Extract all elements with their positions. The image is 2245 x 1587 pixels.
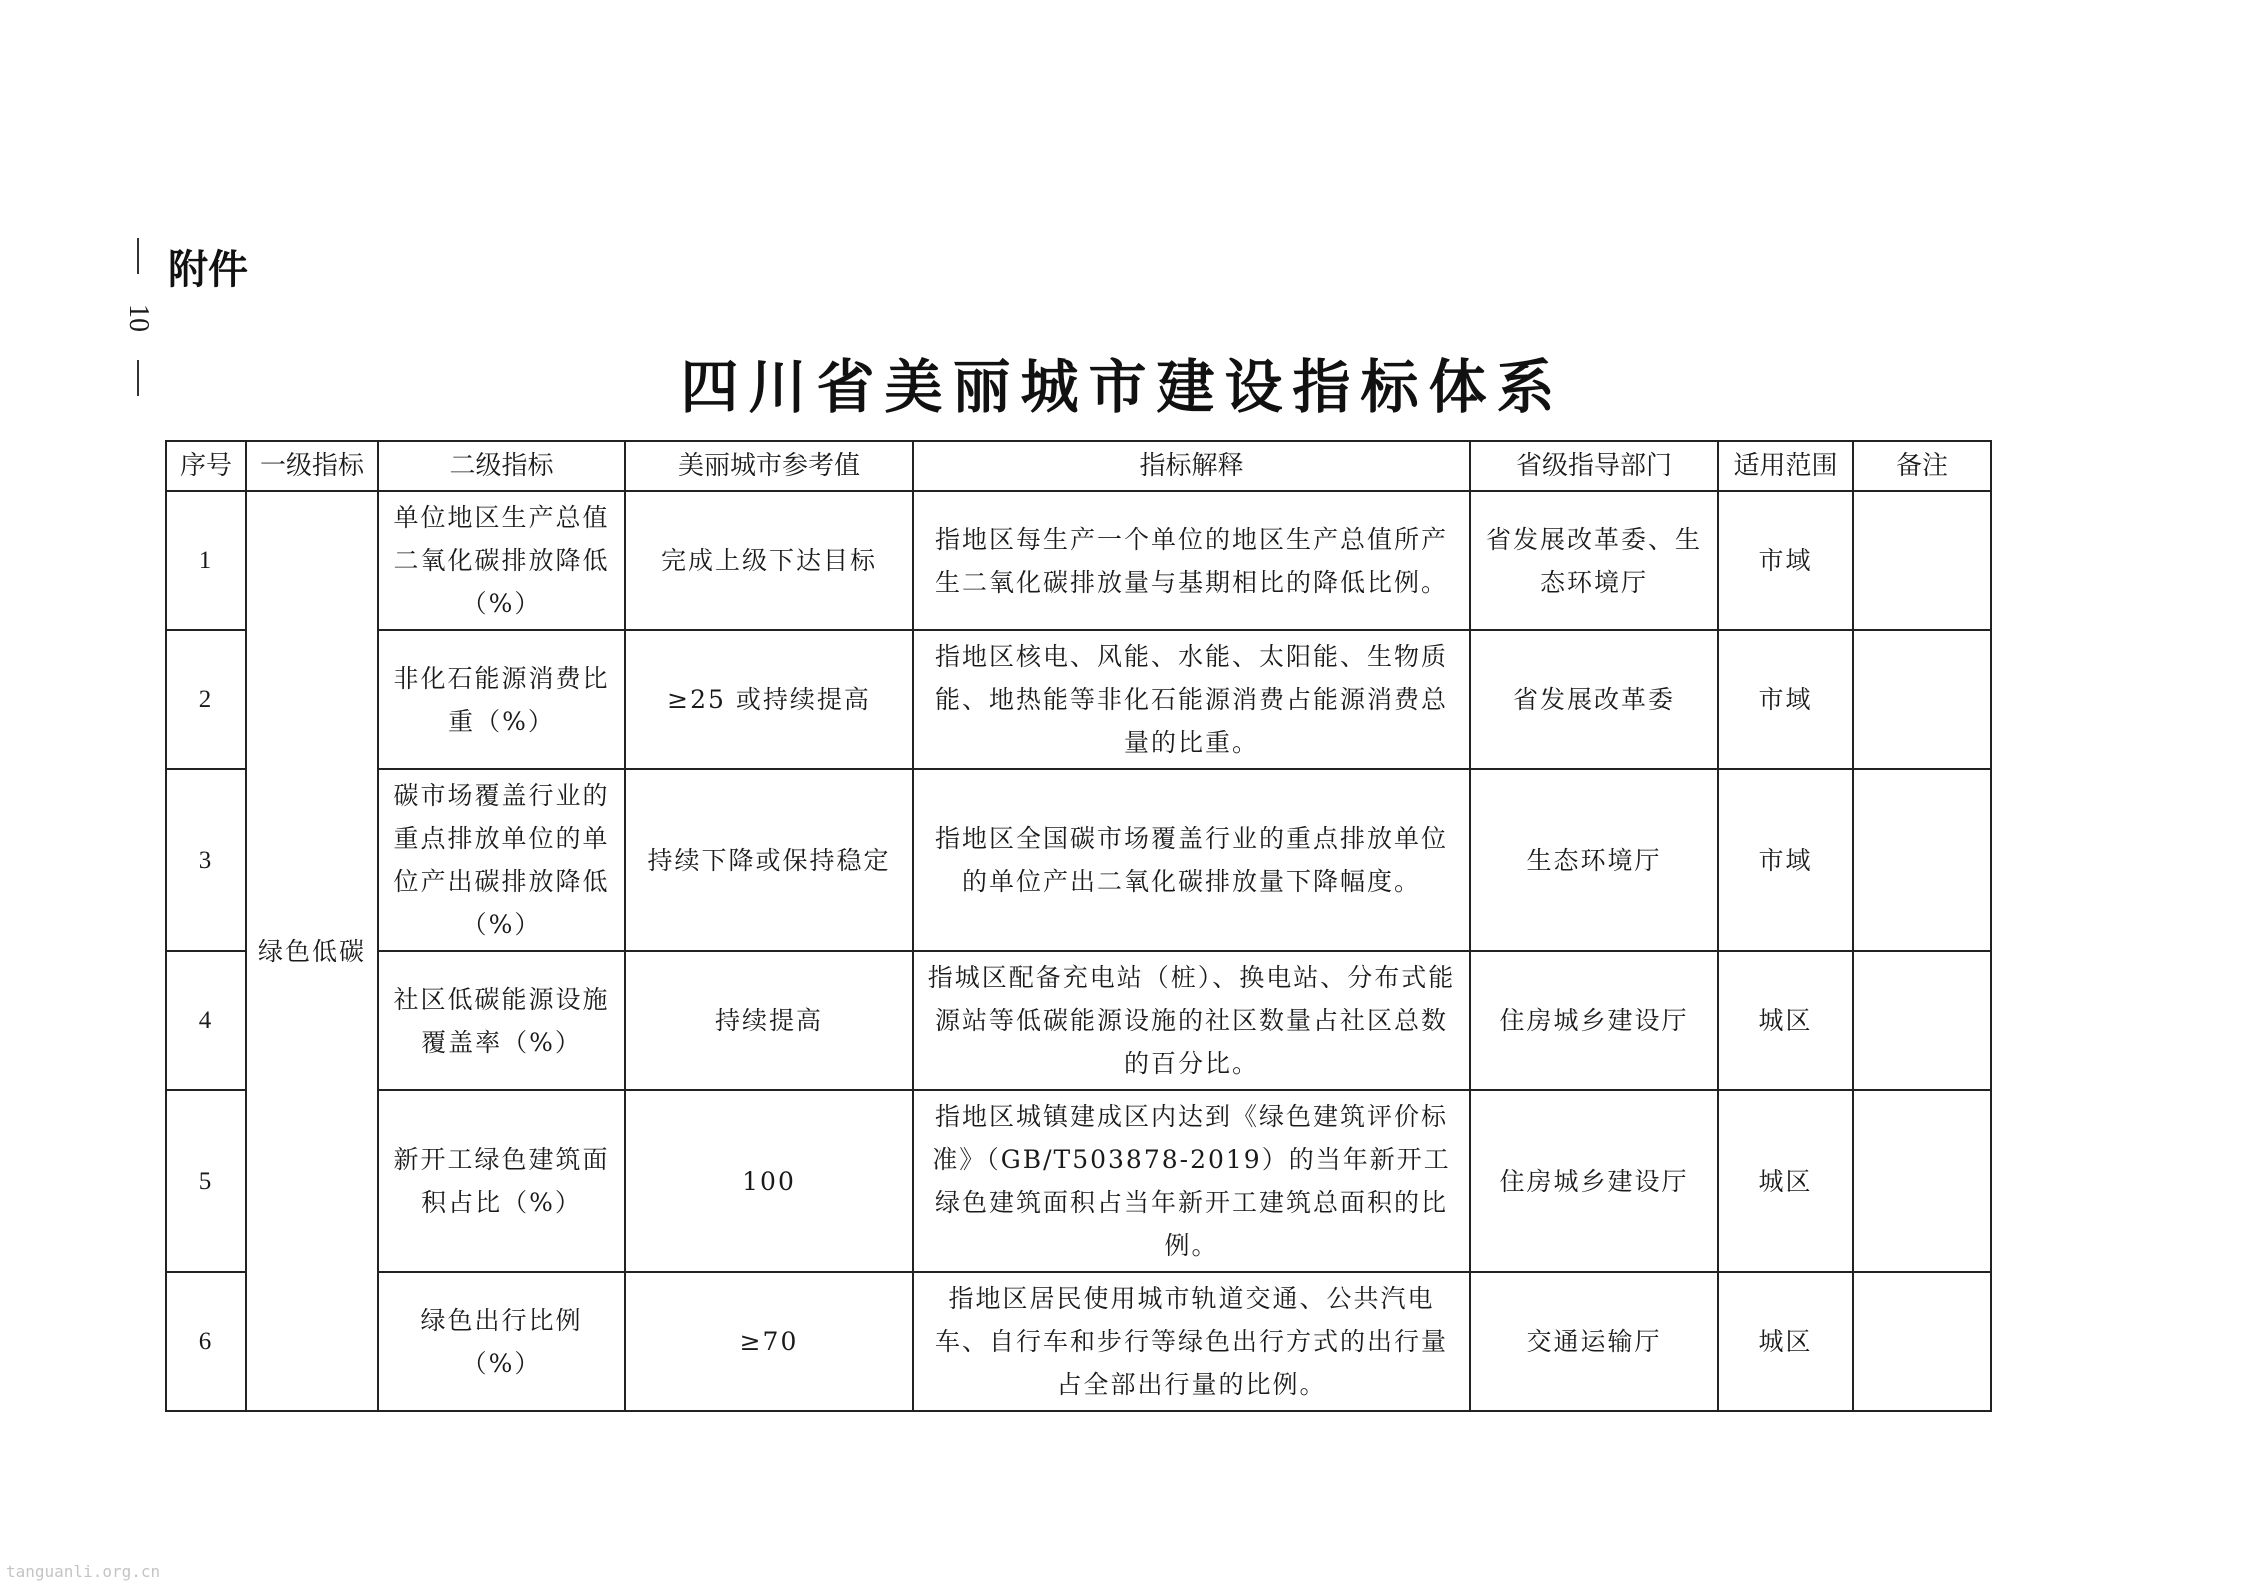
- row-explanation: 指城区配备充电站（桩）、换电站、分布式能源站等低碳能源设施的社区数量占社区总数的百分比。: [913, 951, 1470, 1090]
- row-reference: 100: [625, 1090, 913, 1272]
- row-explanation: 指地区居民使用城市轨道交通、公共汽电车、自行车和步行等绿色出行方式的出行量占全部出行量的比例。: [913, 1272, 1470, 1411]
- page-title: 四川省美丽城市建设指标体系: [680, 353, 1565, 421]
- row-scope: 市域: [1718, 630, 1853, 769]
- row-seq: 4: [166, 951, 246, 1090]
- header-remark: 备注: [1853, 441, 1991, 491]
- row-seq: 1: [166, 491, 246, 630]
- row-reference: ≥25 或持续提高: [625, 630, 913, 769]
- row-department: 住房城乡建设厅: [1470, 951, 1718, 1090]
- row-reference: ≥70: [625, 1272, 913, 1411]
- row-remark: [1853, 1272, 1991, 1411]
- row-seq: 3: [166, 769, 246, 951]
- row-department: 住房城乡建设厅: [1470, 1090, 1718, 1272]
- row-explanation: 指地区城镇建成区内达到《绿色建筑评价标准》（GB/T503878-2019）的当年新开工绿色建筑面积占当年新开工建筑总面积的比例。: [913, 1090, 1470, 1272]
- row-remark: [1853, 1090, 1991, 1272]
- row-indicator: 碳市场覆盖行业的重点排放单位的单位产出碳排放降低（%）: [378, 769, 625, 951]
- watermark: tanguanli.org.cn: [6, 1562, 161, 1581]
- row-scope: 市域: [1718, 769, 1853, 951]
- row-explanation: 指地区全国碳市场覆盖行业的重点排放单位的单位产出二氧化碳排放量下降幅度。: [913, 769, 1470, 951]
- table-row: [166, 1272, 1991, 1411]
- row-seq: 6: [166, 1272, 246, 1411]
- group-label: 绿色低碳: [246, 491, 378, 1411]
- row-indicator: 非化石能源消费比重（%）: [378, 630, 625, 769]
- indicator-table: [165, 440, 1992, 1412]
- row-department: 生态环境厅: [1470, 769, 1718, 951]
- attachment-label: 附件: [168, 247, 248, 293]
- row-indicator: 社区低碳能源设施覆盖率（%）: [378, 951, 625, 1090]
- row-scope: 城区: [1718, 951, 1853, 1090]
- row-scope: 城区: [1718, 1090, 1853, 1272]
- row-reference: 持续下降或保持稳定: [625, 769, 913, 951]
- row-explanation: 指地区核电、风能、水能、太阳能、生物质能、地热能等非化石能源消费占能源消费总量的比重。: [913, 630, 1470, 769]
- row-department: 省发展改革委、生态环境厅: [1470, 491, 1718, 630]
- page-number: 10: [123, 304, 154, 332]
- row-department: 交通运输厅: [1470, 1272, 1718, 1411]
- row-remark: [1853, 769, 1991, 951]
- header-scope: 适用范围: [1718, 441, 1853, 491]
- page-number-rule-top: [137, 238, 139, 274]
- table-row: [166, 769, 1991, 951]
- row-indicator: 绿色出行比例（%）: [378, 1272, 625, 1411]
- row-indicator: 新开工绿色建筑面积占比（%）: [378, 1090, 625, 1272]
- row-indicator: 单位地区生产总值二氧化碳排放降低（%）: [378, 491, 625, 630]
- row-scope: 城区: [1718, 1272, 1853, 1411]
- row-reference: 持续提高: [625, 951, 913, 1090]
- header-level1: 一级指标: [246, 441, 378, 491]
- row-seq: 2: [166, 630, 246, 769]
- row-remark: [1853, 630, 1991, 769]
- row-reference: 完成上级下达目标: [625, 491, 913, 630]
- row-remark: [1853, 951, 1991, 1090]
- table-row: [166, 491, 1991, 630]
- table-header-row: [166, 441, 1991, 491]
- row-explanation: 指地区每生产一个单位的地区生产总值所产生二氧化碳排放量与基期相比的降低比例。: [913, 491, 1470, 630]
- header-seq: 序号: [166, 441, 246, 491]
- table-row: [166, 630, 1991, 769]
- row-department: 省发展改革委: [1470, 630, 1718, 769]
- header-reference: 美丽城市参考值: [625, 441, 913, 491]
- table-row: [166, 951, 1991, 1090]
- row-seq: 5: [166, 1090, 246, 1272]
- header-department: 省级指导部门: [1470, 441, 1718, 491]
- table-row: [166, 1090, 1991, 1272]
- header-level2: 二级指标: [378, 441, 625, 491]
- header-explanation: 指标解释: [913, 441, 1470, 491]
- row-scope: 市域: [1718, 491, 1853, 630]
- row-remark: [1853, 491, 1991, 630]
